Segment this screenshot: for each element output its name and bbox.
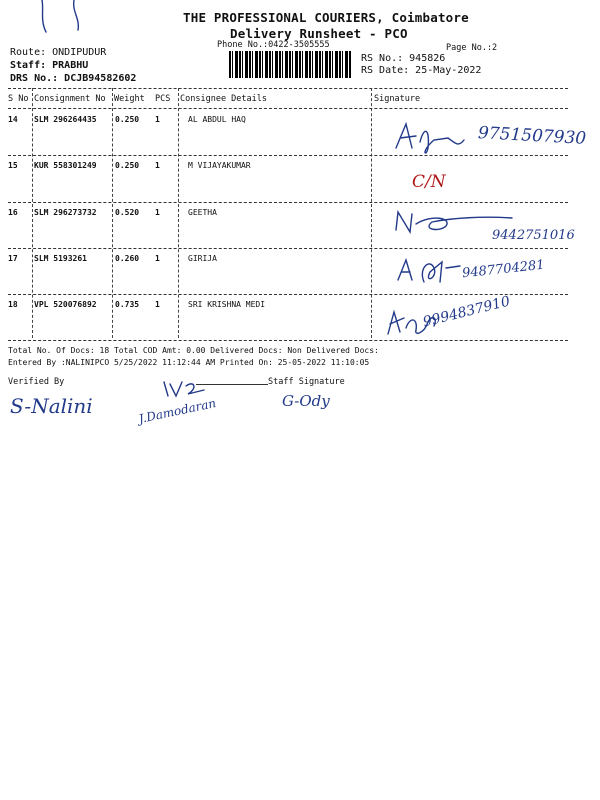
row-signature-note: 9994837910 xyxy=(421,293,512,331)
row-sno: 16 xyxy=(8,208,18,217)
col-consignee: Consignee Details xyxy=(180,94,267,104)
row-consignee: GIRIJA xyxy=(188,254,217,263)
col-sno: S No xyxy=(8,94,29,104)
row-weight: 0.250 xyxy=(115,115,140,124)
row-consignee: M VIJAYAKUMAR xyxy=(188,161,251,170)
col-consignment: Consignment No xyxy=(34,94,106,104)
staff-signature: G-Ody xyxy=(282,392,330,410)
row-sno: 17 xyxy=(8,254,18,263)
row-consignment: SLM 296273732 xyxy=(34,208,97,217)
col-pcs: PCS xyxy=(155,94,171,104)
phone-number: Phone No.:0422-3505555 xyxy=(217,40,330,50)
signature-row-14 xyxy=(390,118,480,158)
row-signature-note: 9487704281 xyxy=(461,257,546,282)
row-weight: 0.260 xyxy=(115,254,140,263)
page-number: Page No.:2 xyxy=(446,43,498,53)
entered-line: Entered By :NALINIPCO 5/25/2022 11:12:44 AM Printed On: 25-05-2022 11:10:05 xyxy=(8,358,370,367)
row-consignee: SRI KRISHNA MEDI xyxy=(188,300,266,309)
row-rule xyxy=(8,155,568,156)
signature-row-16 xyxy=(392,208,522,238)
col-divider xyxy=(371,88,372,338)
row-pcs: 1 xyxy=(155,208,160,217)
col-divider xyxy=(112,88,113,338)
signature-row-18 xyxy=(384,304,444,340)
signature-row-17 xyxy=(394,254,464,288)
row-consignment: SLM 5193261 xyxy=(34,254,87,263)
row-pcs: 1 xyxy=(155,115,160,124)
row-consignment: KUR 558301249 xyxy=(34,161,97,170)
row-sno: 18 xyxy=(8,300,18,309)
second-signature-initials xyxy=(160,376,210,400)
row-consignee: GEETHA xyxy=(188,208,217,217)
col-weight: Weight xyxy=(114,94,145,104)
col-signature: Signature xyxy=(374,94,421,104)
row-sno: 15 xyxy=(8,161,18,170)
totals-line: Total No. Of Docs: 18 Total COD Amt: 0.00 Delivered Docs: Non Delivered Docs: xyxy=(8,346,379,355)
row-signature-note: 9751507930 xyxy=(477,123,587,149)
row-pcs: 1 xyxy=(155,300,160,309)
staff-label: Staff: PRABHU xyxy=(10,60,89,71)
corner-scribble xyxy=(22,0,82,40)
rs-number: RS No.: 945826 xyxy=(361,53,446,64)
verified-by-label: Verified By xyxy=(8,377,65,387)
company-title: THE PROFESSIONAL COURIERS, Coimbatore xyxy=(183,10,469,25)
staff-signature-label: Staff Signature xyxy=(268,377,345,387)
header-rule-top xyxy=(8,88,568,89)
row-signature-note: C/N xyxy=(412,172,446,192)
row-weight: 0.735 xyxy=(115,300,140,309)
header-rule-bottom xyxy=(8,108,568,109)
row-pcs: 1 xyxy=(155,161,160,170)
row-weight: 0.250 xyxy=(115,161,140,170)
row-pcs: 1 xyxy=(155,254,160,263)
row-rule xyxy=(8,202,568,203)
col-divider xyxy=(178,88,179,338)
row-consignment: SLM 296264435 xyxy=(34,115,97,124)
row-consignment: VPL 520076892 xyxy=(34,300,97,309)
row-weight: 0.520 xyxy=(115,208,140,217)
verifier-signature: S-Nalini xyxy=(10,394,93,418)
second-signature: J.Damodaran xyxy=(137,395,218,427)
rs-date: RS Date: 25-May-2022 xyxy=(361,65,482,76)
row-rule xyxy=(8,340,568,341)
route-label: Route: ONDIPUDUR xyxy=(10,47,107,58)
row-sno: 14 xyxy=(8,115,18,124)
row-rule xyxy=(8,248,568,249)
row-signature-note: 9442751016 xyxy=(492,228,575,243)
row-consignee: AL ABDUL HAQ xyxy=(188,115,246,124)
col-divider xyxy=(32,88,33,338)
row-rule xyxy=(8,294,568,295)
runsheet-subtitle: Delivery Runsheet - PCO xyxy=(230,26,408,41)
barcode xyxy=(229,51,351,78)
drs-number: DRS No.: DCJB94582602 xyxy=(10,73,137,84)
